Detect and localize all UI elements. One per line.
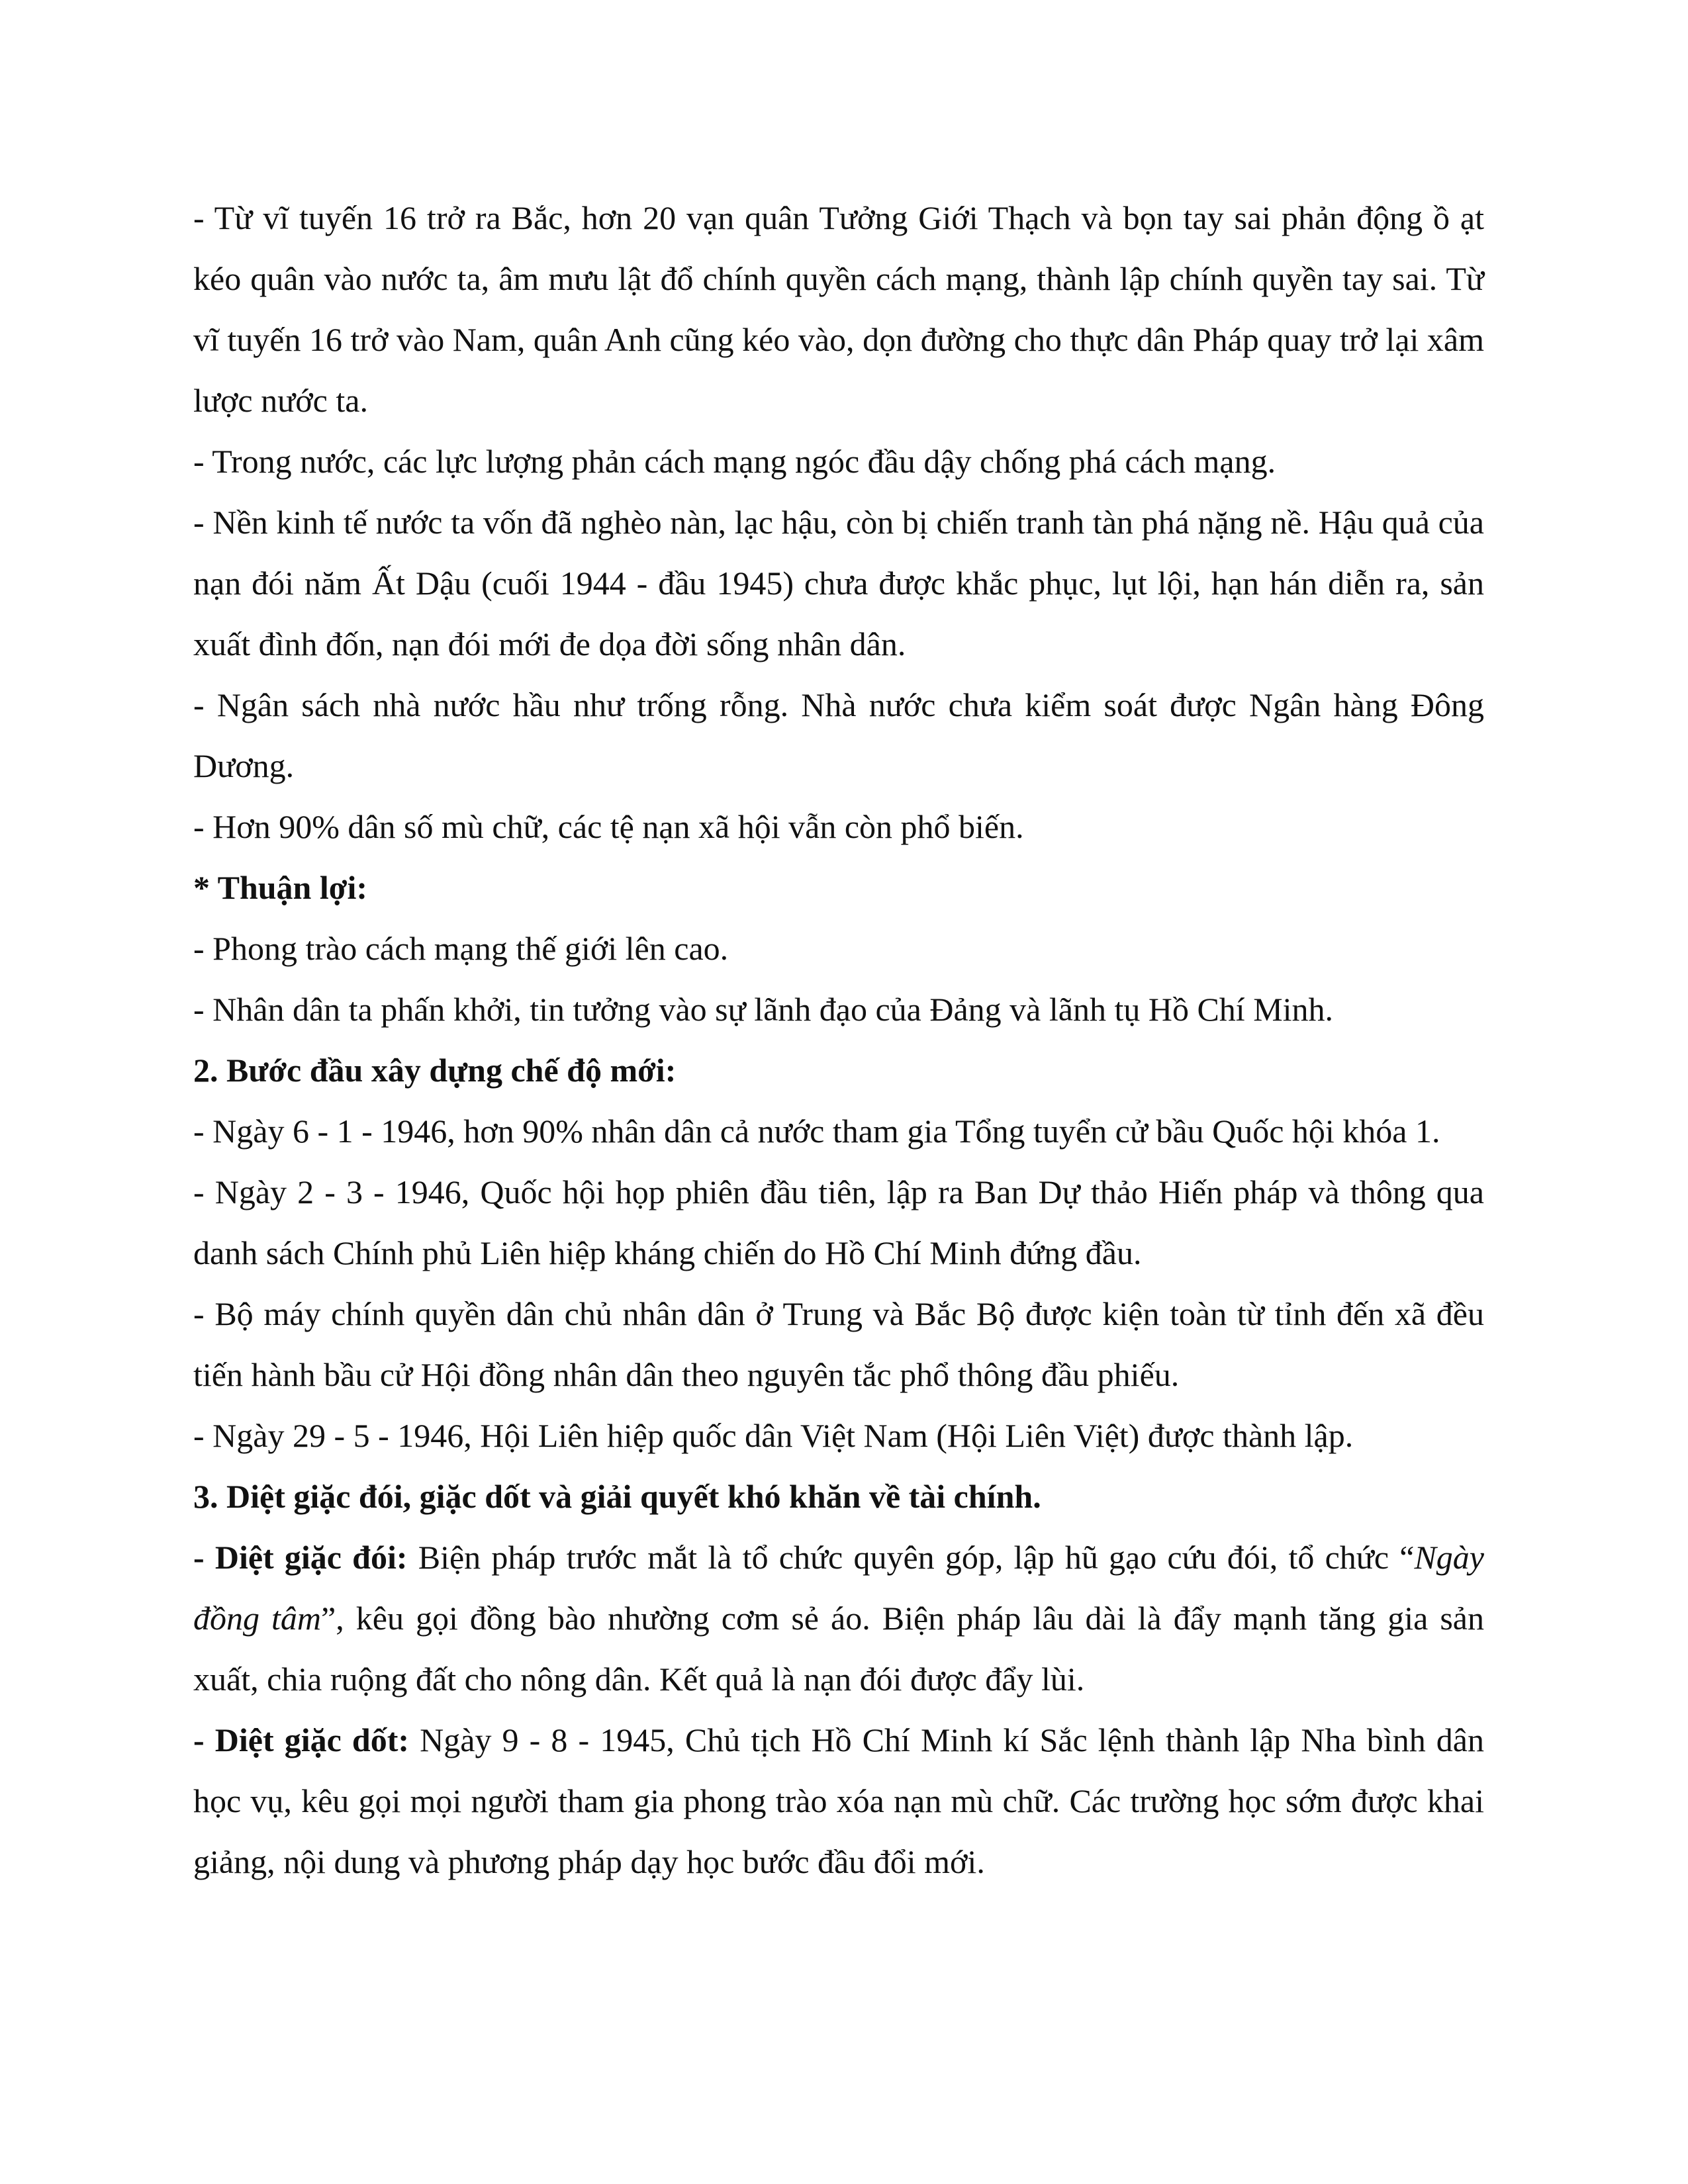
paragraph-first-session: - Ngày 2 - 3 - 1946, Quốc hội họp phiên đầu tiên, lập ra Ban Dự thảo Hiến pháp và thông qua danh sách Chính phủ Liên hiệp kháng chiến do Hồ Chí Minh đứng đầu. bbox=[193, 1173, 1484, 1271]
paragraph-people-trust: - Nhân dân ta phấn khởi, tin tưởng vào sự lãnh đạo của Đảng và lãnh tụ Hồ Chí Minh. bbox=[193, 991, 1334, 1028]
illiteracy-label: - Diệt giặc dốt: bbox=[193, 1721, 410, 1758]
paragraph-general-election: - Ngày 6 - 1 - 1946, hơn 90% nhân dân cả nước tham gia Tổng tuyển cử bầu Quốc hội khóa 1. bbox=[193, 1113, 1440, 1150]
famine-italic-term: Ngày đồng tâm bbox=[193, 1539, 1484, 1637]
paragraph-local-government: - Bộ máy chính quyền dân chủ nhân dân ở Trung và Bắc Bộ được kiện toàn từ tỉnh đến xã đều tiến hành bầu cử Hội đồng nhân dân theo nguyên tắc phổ thông đầu phiếu. bbox=[193, 1295, 1484, 1393]
famine-text-b: ”, kêu gọi đồng bào nhường cơm sẻ áo. Biện pháp lâu dài là đẩy mạnh tăng gia sản xuất, chia ruộng đất cho nông dân. Kết quả là nạn đói được đẩy lùi. bbox=[193, 1600, 1485, 1698]
famine-label: - Diệt giặc đói: bbox=[193, 1539, 408, 1576]
paragraph-counter-revolution: - Trong nước, các lực lượng phản cách mạng ngóc đầu dậy chống phá cách mạng. bbox=[193, 443, 1276, 480]
heading-section-2: 2. Bước đầu xây dựng chế độ mới: bbox=[193, 1052, 677, 1089]
heading-advantages: * Thuận lợi: bbox=[193, 869, 367, 906]
paragraph-world-movement: - Phong trào cách mạng thế giới lên cao. bbox=[193, 930, 729, 967]
paragraph-budget: - Ngân sách nhà nước hầu như trống rỗng. Nhà nước chưa kiểm soát được Ngân hàng Đông Dương. bbox=[193, 686, 1484, 784]
illiteracy-text: Ngày 9 - 8 - 1945, Chủ tịch Hồ Chí Minh kí Sắc lệnh thành lập Nha bình dân học vụ, kêu gọi mọi người tham gia phong trào xóa nạn mù chữ. Các trường học sớm được khai giảng, nội dung và phương pháp dạy học bước đầu đổi mới. bbox=[193, 1721, 1484, 1880]
document-page bbox=[193, 187, 1484, 1892]
paragraph-illiteracy-campaign bbox=[193, 1709, 1484, 1892]
heading-section-3: 3. Diệt giặc đói, giặc dốt và giải quyết khó khăn về tài chính. bbox=[193, 1478, 1041, 1515]
paragraph-economy: - Nền kinh tế nước ta vốn đã nghèo nàn, lạc hậu, còn bị chiến tranh tàn phá nặng nề. Hậu quả của nạn đói năm Ất Dậu (cuối 1944 - đầu 1945) chưa được khắc phục, lụt lội, hạn hán diễn ra, sản xuất đình đốn, nạn đói mới đe dọa đời sống nhân dân. bbox=[193, 504, 1484, 662]
famine-text-a: Biện pháp trước mắt là tổ chức quyên góp, lập hũ gạo cứu đói, tổ chức “ bbox=[407, 1539, 1415, 1576]
paragraph-lien-viet: - Ngày 29 - 5 - 1946, Hội Liên hiệp quốc dân Việt Nam (Hội Liên Việt) được thành lập. bbox=[193, 1417, 1354, 1454]
paragraph-famine bbox=[193, 1527, 1484, 1709]
paragraph-illiteracy: - Hơn 90% dân số mù chữ, các tệ nạn xã hội vẫn còn phổ biến. bbox=[193, 808, 1024, 845]
paragraph-foreign-troops: - Từ vĩ tuyến 16 trở ra Bắc, hơn 20 vạn quân Tưởng Giới Thạch và bọn tay sai phản động ồ ạt kéo quân vào nước ta, âm mưu lật đổ chính quyền cách mạng, thành lập chính quyền tay sai. Từ vĩ tuyến 16 trở vào Nam, quân Anh cũng kéo vào, dọn đường cho thực dân Pháp quay trở lại xâm lược nước ta. bbox=[193, 199, 1484, 419]
